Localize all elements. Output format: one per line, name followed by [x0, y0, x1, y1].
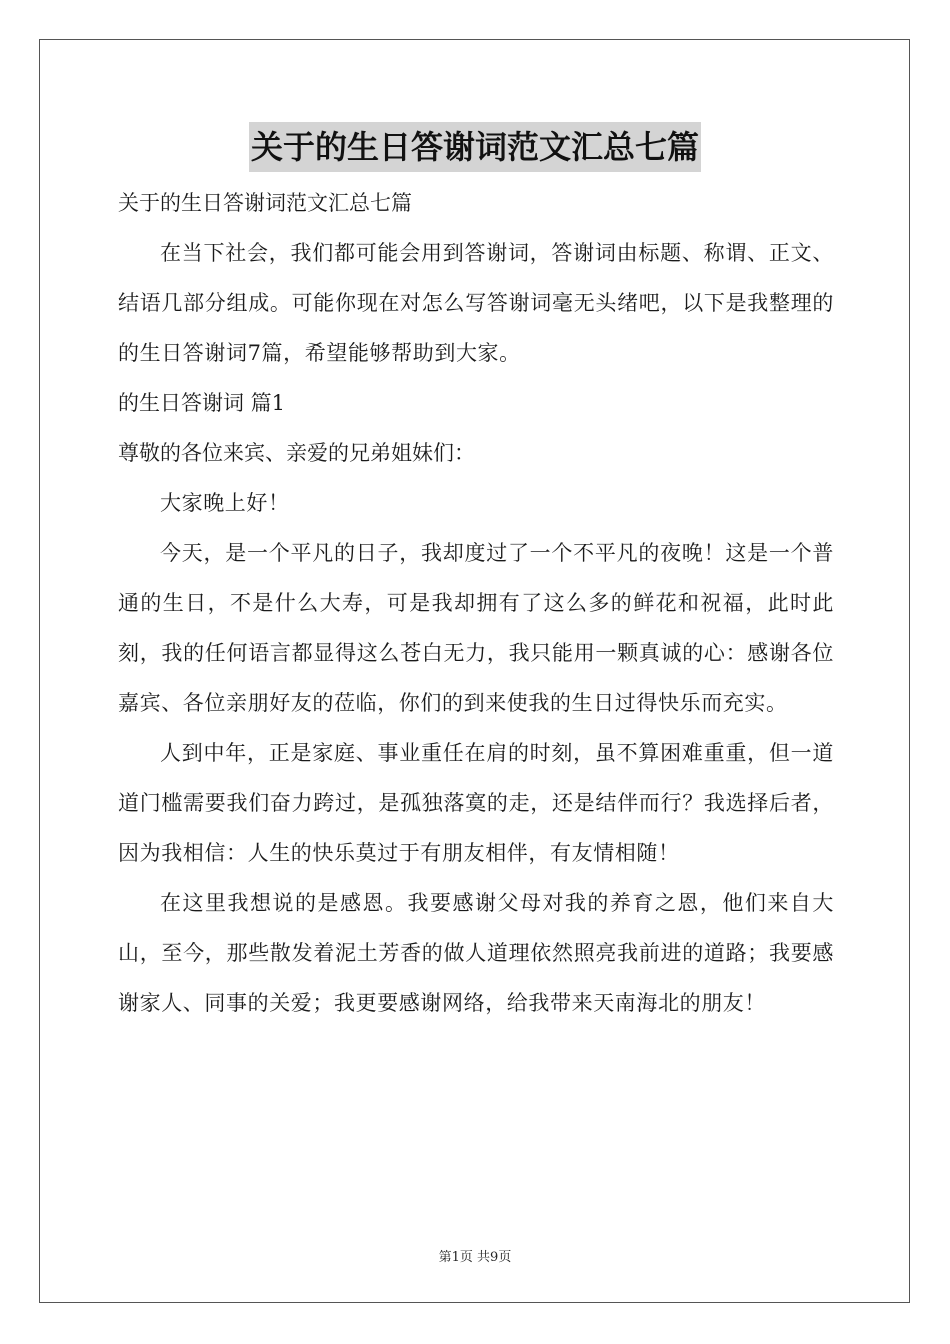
page-number: 第1页 共9页	[438, 1250, 512, 1265]
document-title: 关于的生日答谢词范文汇总七篇	[249, 122, 701, 172]
document-body	[118, 178, 834, 1028]
body-paragraph: 人到中年，正是家庭、事业重任在肩的时刻，虽不算困难重重，但一道道门槛需要我们奋力跨过，是孤独落寞的走，还是结伴而行？我选择后者，因为我相信：人生的快乐莫过于有朋友相伴，有友情相随！	[118, 741, 834, 865]
document-subtitle: 关于的生日答谢词范文汇总七篇	[118, 191, 412, 215]
greeting: 大家晚上好！	[160, 491, 290, 515]
section-heading: 的生日答谢词 篇1	[118, 391, 286, 415]
page-footer	[0, 1246, 950, 1265]
body-paragraph: 在这里我想说的是感恩。我要感谢父母对我的养育之恩，他们来自大山，至今，那些散发着泥土芳香的做人道理依然照亮我前进的道路；我要感谢家人、同事的关爱；我更要感谢网络，给我带来天南海北的朋友！	[118, 891, 834, 1015]
title-container	[0, 122, 950, 172]
body-paragraph: 今天，是一个平凡的日子，我却度过了一个不平凡的夜晚！这是一个普通的生日，不是什么大寿，可是我却拥有了这么多的鲜花和祝福，此时此刻，我的任何语言都显得这么苍白无力，我只能用一颗真诚的心：感谢各位嘉宾、各位亲朋好友的莅临，你们的到来使我的生日过得快乐而充实。	[118, 541, 834, 715]
intro-paragraph: 在当下社会，我们都可能会用到答谢词，答谢词由标题、称谓、正文、结语几部分组成。可能你现在对怎么写答谢词毫无头绪吧，以下是我整理的的生日答谢词7篇，希望能够帮助到大家。	[118, 241, 834, 365]
salutation: 尊敬的各位来宾、亲爱的兄弟姐妹们：	[118, 441, 475, 465]
